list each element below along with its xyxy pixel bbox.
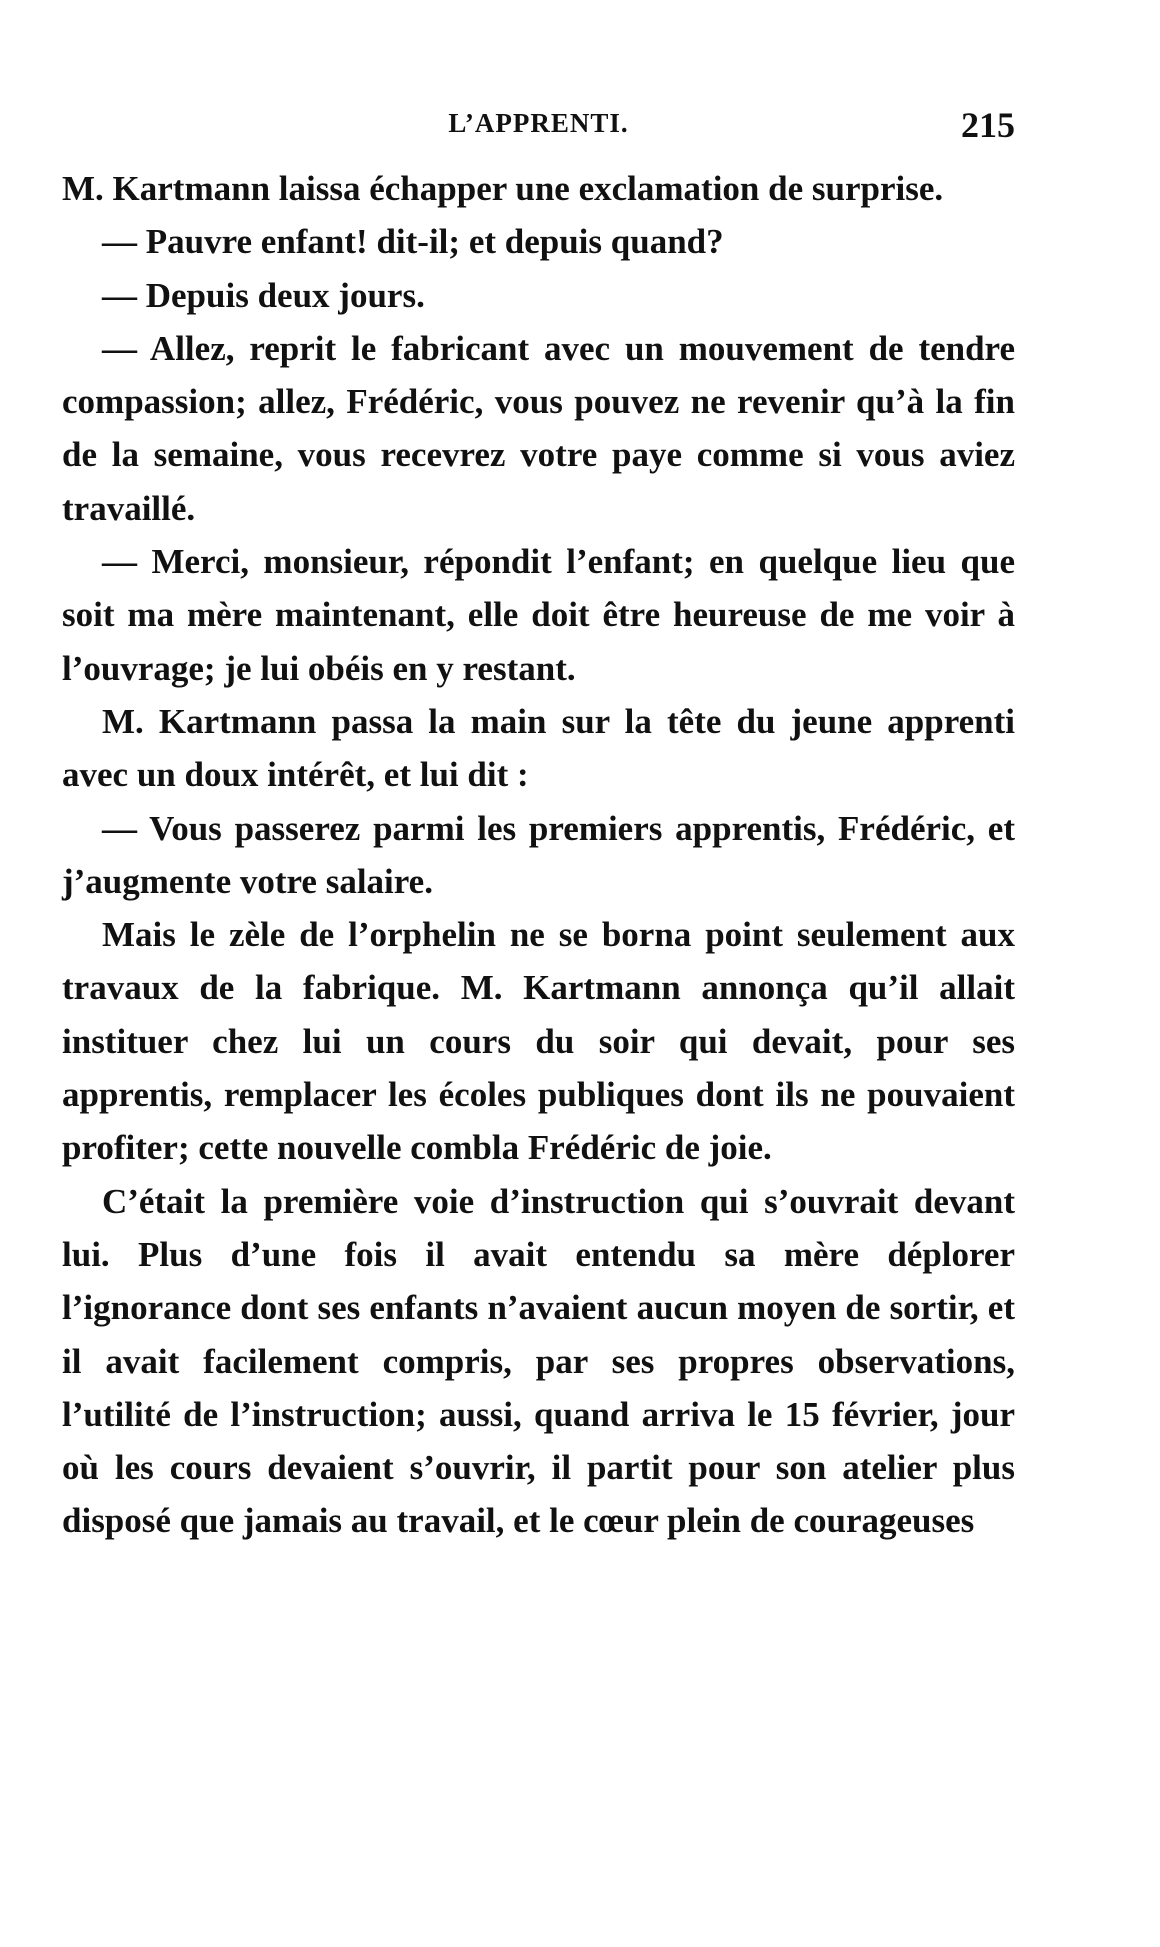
page-number: 215 xyxy=(961,105,1015,145)
paragraph: Mais le zèle de l’orphelin ne se borna point seulement aux travaux de la fabrique. M. Kartmann annonça qu’il allait instituer chez lui un cours du soir qui devait, pour ses apprentis, remplacer les écoles publiques dont ils ne pouvaient profiter; cette nouvelle combla Frédéric de joie. xyxy=(62,915,1015,1168)
paragraph: — Pauvre enfant! dit-il; et depuis quand? xyxy=(102,222,724,262)
body-text xyxy=(62,162,1015,1548)
page-header xyxy=(62,105,1015,158)
paragraph: M. Kartmann passa la main sur la tête du jeune apprenti avec un doux intérêt, et lui dit : xyxy=(62,701,1015,795)
paragraph: — Allez, reprit le fabricant avec un mouvement de tendre compassion; allez, Frédéric, vous pouvez ne revenir qu’à la fin de la semaine, vous recevrez votre paye comme si vous aviez travaillé. xyxy=(62,328,1015,528)
paragraph: C’était la première voie d’instruction qui s’ouvrait devant lui. Plus d’une fois il avait entendu sa mère déplorer l’ignorance dont ses enfants n’avaient aucun moyen de sortir, et il avait facilement compris, par ses propres observations, l’utilité de l’instruction; aussi, quand arriva le 15 février, jour où les cours devaient s’ouvrir, il partit pour son atelier plus disposé que jamais au travail, et le cœur plein de courageuses xyxy=(62,1181,1015,1541)
paragraph: M. Kartmann laissa échapper une exclamation de surprise. xyxy=(62,169,944,208)
paragraph: — Merci, monsieur, répondit l’enfant; en quelque lieu que soit ma mère maintenant, elle doit être heureuse de me voir à l’ouvrage; je lui obéis en y restant. xyxy=(62,542,1015,688)
paragraph: — Vous passerez parmi les premiers apprentis, Frédéric, et j’augmente votre salaire. xyxy=(62,808,1015,901)
paragraph: — Depuis deux jours. xyxy=(102,275,425,315)
running-title: L’APPRENTI. xyxy=(448,108,629,138)
